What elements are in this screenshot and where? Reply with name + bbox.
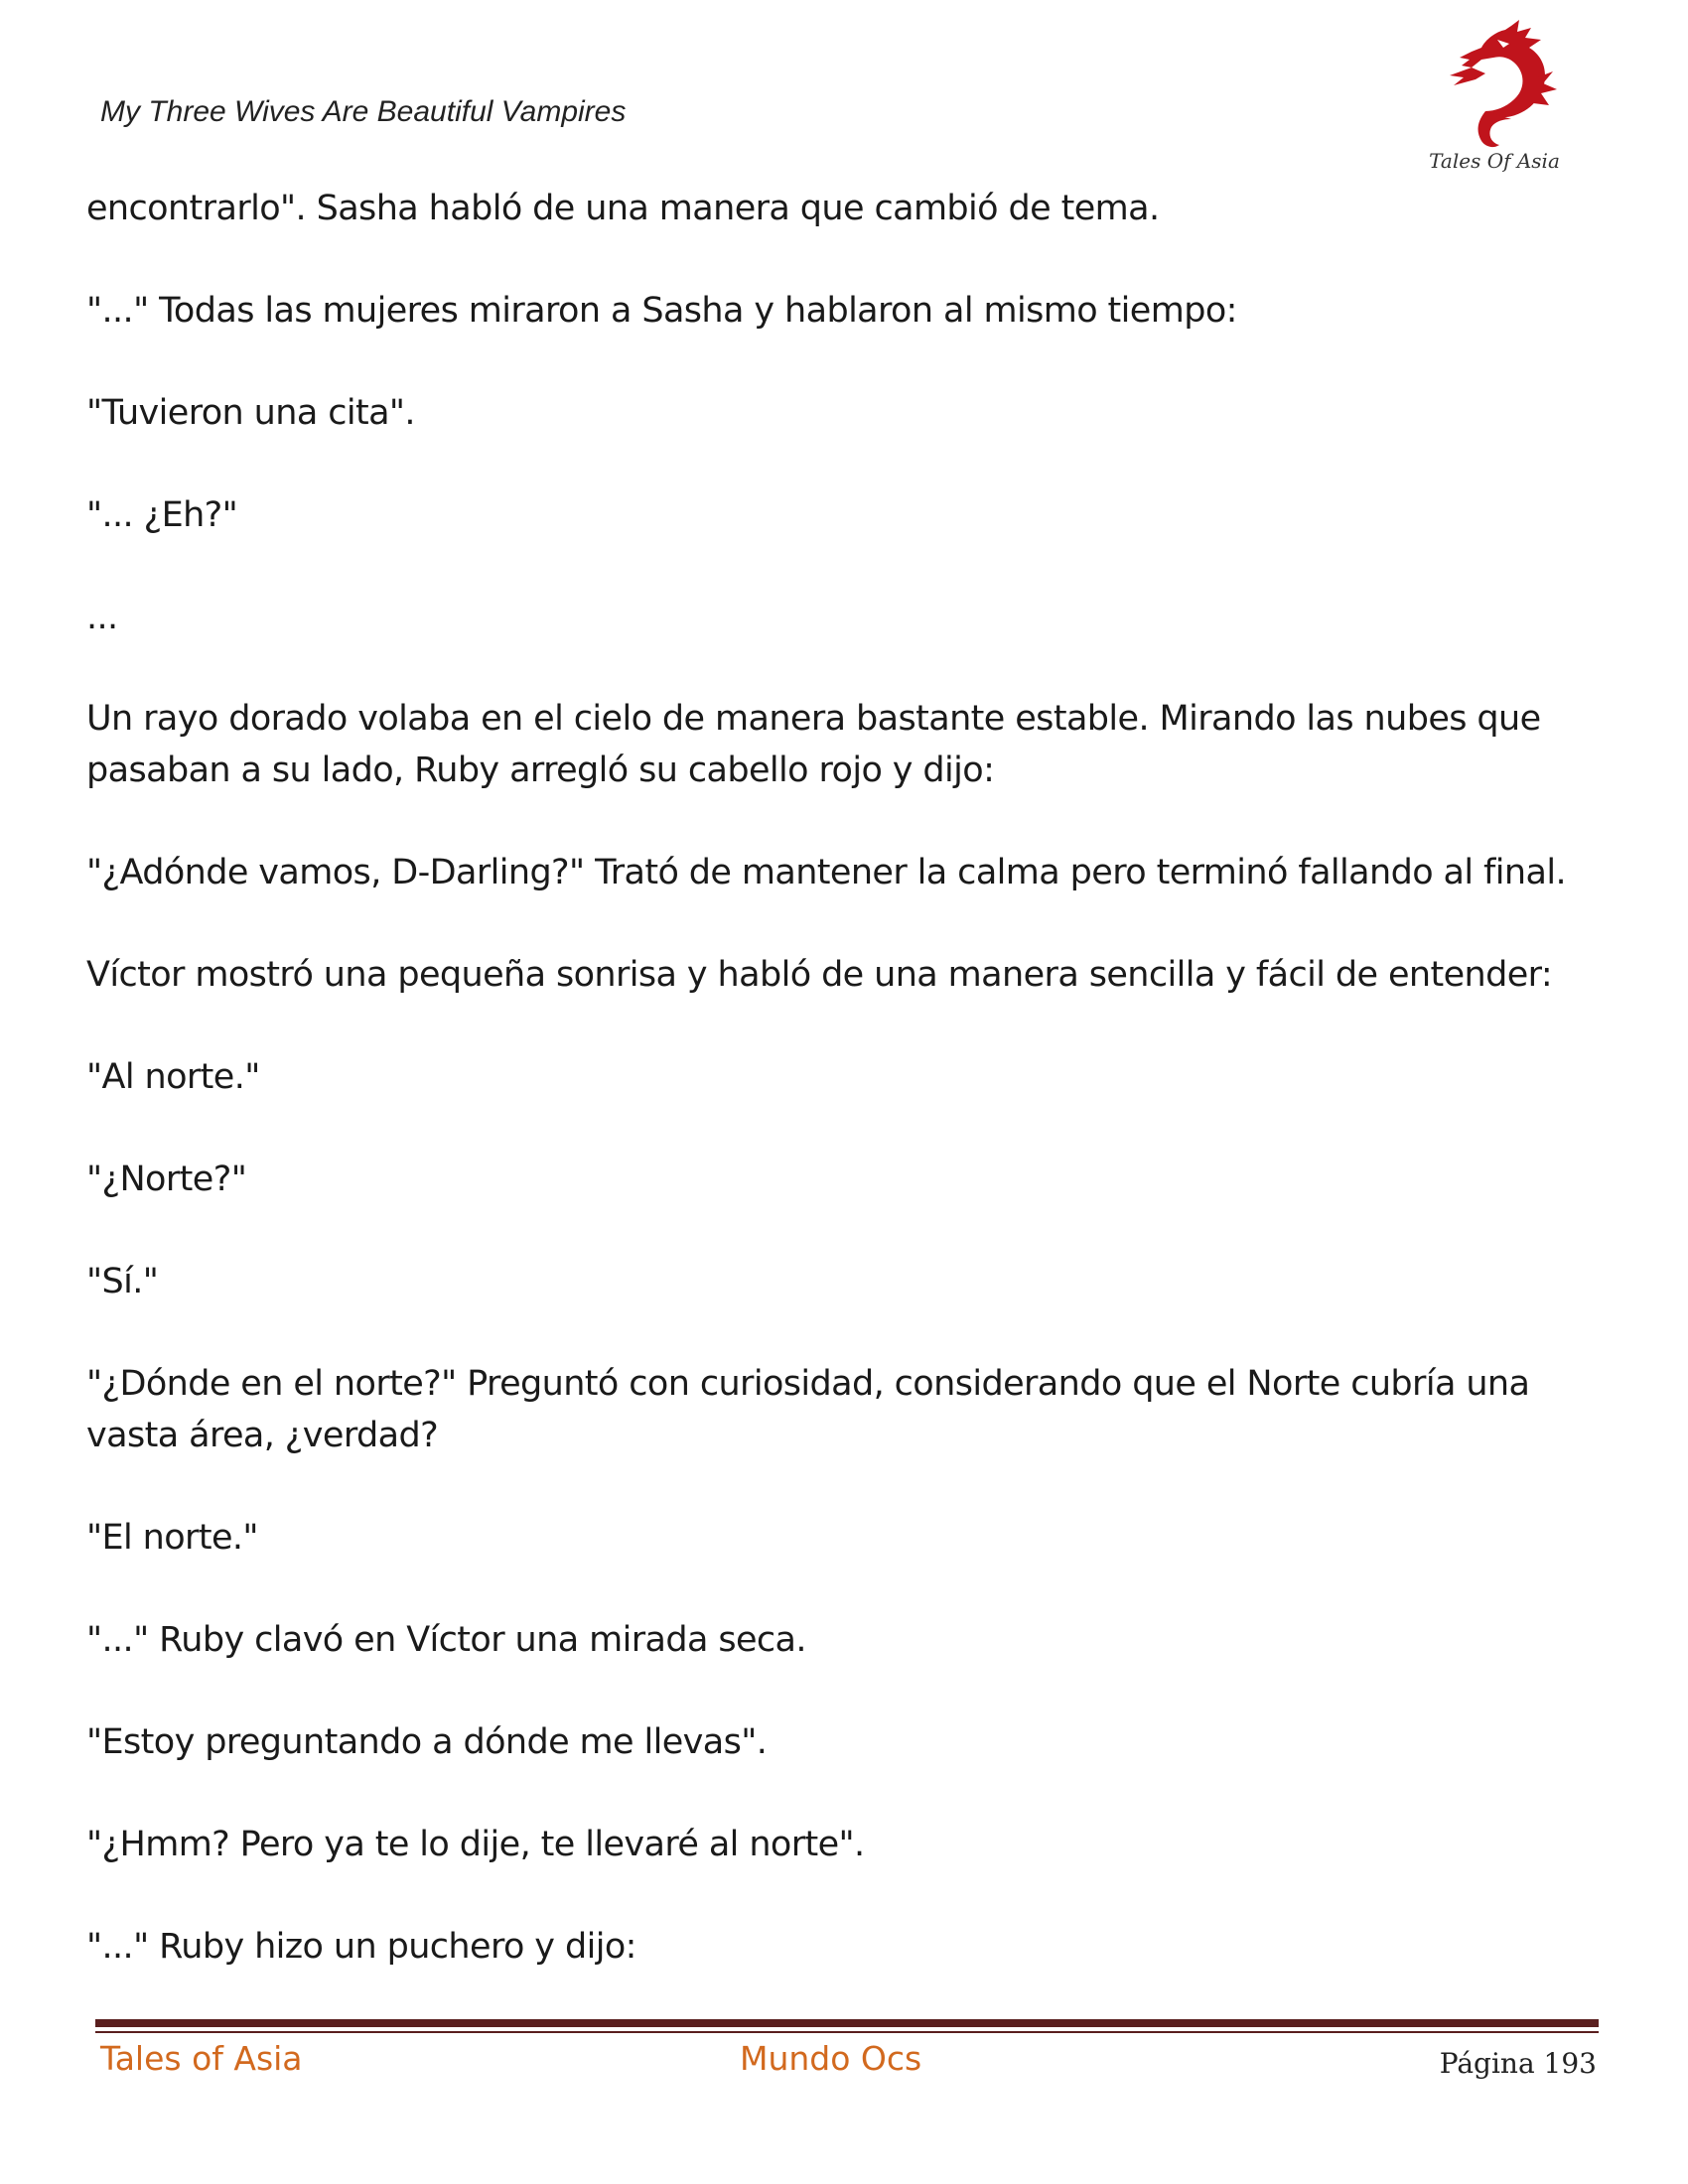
book-title: My Three Wives Are Beautiful Vampires [100, 95, 627, 128]
footer-site-name: Tales of Asia [100, 2039, 303, 2078]
paragraph-line: Un rayo dorado volaba en el cielo de manera bastante estable. Mirando las nubes que [86, 699, 1541, 739]
paragraph-line: "..." Ruby clavó en Víctor una mirada seca. [86, 1620, 806, 1660]
paragraph-line: "El norte." [86, 1518, 258, 1558]
paragraph [86, 1051, 1616, 1103]
logo-text: Tales Of Asia [1429, 149, 1560, 173]
paragraph-line: "Tuvieron una cita". [86, 393, 415, 433]
footer-rule-thick [95, 2019, 1599, 2027]
paragraph-line: pasaban a su lado, Ruby arregló su cabello rojo y dijo: [86, 751, 995, 790]
paragraph [86, 949, 1616, 1001]
paragraph-line: "¿Norte?" [86, 1160, 247, 1199]
paragraph-line: vasta área, ¿verdad? [86, 1416, 439, 1455]
paragraph [86, 1921, 1616, 1973]
paragraph [86, 1154, 1616, 1205]
paragraph-line: "... ¿Eh?" [86, 495, 238, 535]
paragraph [86, 489, 1616, 541]
paragraph [86, 1512, 1616, 1564]
paragraph [86, 285, 1616, 337]
paragraph [86, 1358, 1616, 1461]
paragraph-line: "¿Hmm? Pero ya te lo dije, te llevaré al norte". [86, 1825, 865, 1864]
paragraph-line: "Estoy preguntando a dónde me llevas". [86, 1722, 768, 1762]
paragraph-line: "Al norte." [86, 1057, 260, 1097]
paragraph-line: encontrarlo". Sasha habló de una manera que cambió de tema. [86, 189, 1160, 228]
tales-of-asia-logo [1420, 18, 1569, 182]
paragraph [86, 1256, 1616, 1307]
paragraph-line: ... [86, 598, 118, 637]
paragraph [86, 693, 1616, 796]
paragraph-line: "¿Dónde en el norte?" Preguntó con curiosidad, considerando que el Norte cubría una [86, 1364, 1530, 1404]
paragraph [86, 592, 1616, 643]
paragraph-line: "Sí." [86, 1262, 159, 1301]
footer-group-name: Mundo Ocs [740, 2039, 922, 2078]
paragraph [86, 847, 1616, 898]
paragraph-line: "¿Adónde vamos, D-Darling?" Trató de mantener la calma pero terminó fallando al final. [86, 853, 1566, 892]
page-number: Página 193 [1439, 2047, 1597, 2080]
paragraph-line: Víctor mostró una pequeña sonrisa y habló de una manera sencilla y fácil de entender: [86, 955, 1553, 995]
paragraph [86, 1819, 1616, 1870]
paragraph-line: "..." Ruby hizo un puchero y dijo: [86, 1927, 636, 1967]
footer-rule-thin [95, 2031, 1599, 2033]
dragon-icon [1420, 18, 1569, 152]
paragraph [86, 1614, 1616, 1666]
paragraph-line: "..." Todas las mujeres miraron a Sasha y hablaron al mismo tiempo: [86, 291, 1237, 331]
paragraph [86, 387, 1616, 439]
paragraph [86, 183, 1616, 234]
paragraph [86, 1716, 1616, 1768]
